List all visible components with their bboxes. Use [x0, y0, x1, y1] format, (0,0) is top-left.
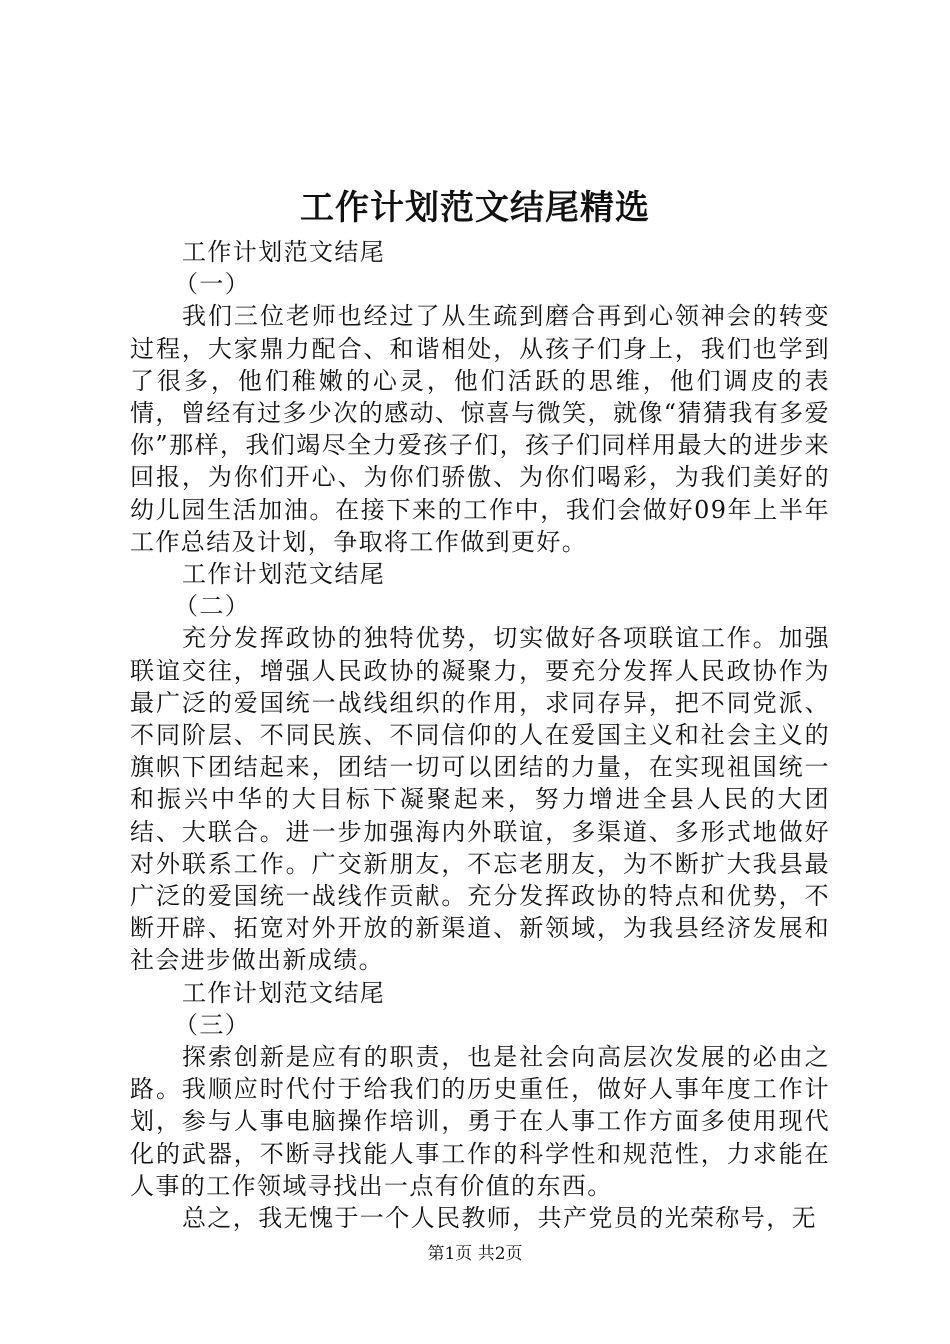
page-footer: 第1页 共2页 [427, 1244, 523, 1264]
body-paragraph: 总之，我无愧于一个人民教师，共产党员的光荣称号，无 [182, 1204, 817, 1233]
section-heading: 工作计划范文结尾 [182, 978, 386, 1007]
document-body [130, 236, 830, 1234]
body-paragraph: 充分发挥政协的独特优势，切实做好各项联谊工作。加强联谊交往，增强人民政协的凝聚力，要充分发挥人民政协作为最广泛的爱国统一战线组织的作用，求同存异，把不同党派、不同阶层、不同民族、不同信仰的人在爱国主义和社会主义的旗帜下团结起来，团结一切可以团结的力量，在实现祖国统一和振兴中华的大目标下凝聚起来，努力增进全县人民的大团结、大联合。进一步加强海内外联谊，多渠道、多形式地做好对外联系工作。广交新朋友，不忘老朋友，为不断扩大我县最广泛的爱国统一战线作贡献。充分发挥政协的特点和优势，不断开辟、拓宽对外开放的新渠道、新领域，为我县经济发展和社会进步做出新成绩。 [130, 624, 830, 975]
body-paragraph: 探索创新是应有的职责，也是社会向高层次发展的必由之路。我顺应时代付于给我们的历史重任，做好人事年度工作计划，参与人事电脑操作培训，勇于在人事工作方面多使用现代化的武器，不断寻找能人事工作的科学性和规范性，力求能在人事的工作领域寻找出一点有价值的东西。 [130, 1043, 830, 1200]
section-heading: 工作计划范文结尾 [182, 560, 386, 589]
document-title: 工作计划范文结尾精选 [300, 188, 650, 228]
section-number: （三） [174, 1010, 251, 1039]
section-heading: 工作计划范文结尾 [182, 238, 386, 266]
section-number: （二） [174, 592, 251, 621]
section-number: （一） [174, 270, 251, 299]
body-paragraph: 我们三位老师也经过了从生疏到磨合再到心领神会的转变过程，大家鼎力配合、和谐相处，从孩子们身上，我们也学到了很多，他们稚嫩的心灵，他们活跃的思维，他们调皮的表情，曾经有过多少次的感动、惊喜与微笑，就像“猜猜我有多爱你”那样，我们竭尽全力爱孩子们，孩子们同样用最大的进步来回报，为你们开心、为你们骄傲、为你们喝彩，为我们美好的幼儿园生活加油。在接下来的工作中，我们会做好09年上半年工作总结及计划，争取将工作做到更好。 [130, 302, 830, 556]
